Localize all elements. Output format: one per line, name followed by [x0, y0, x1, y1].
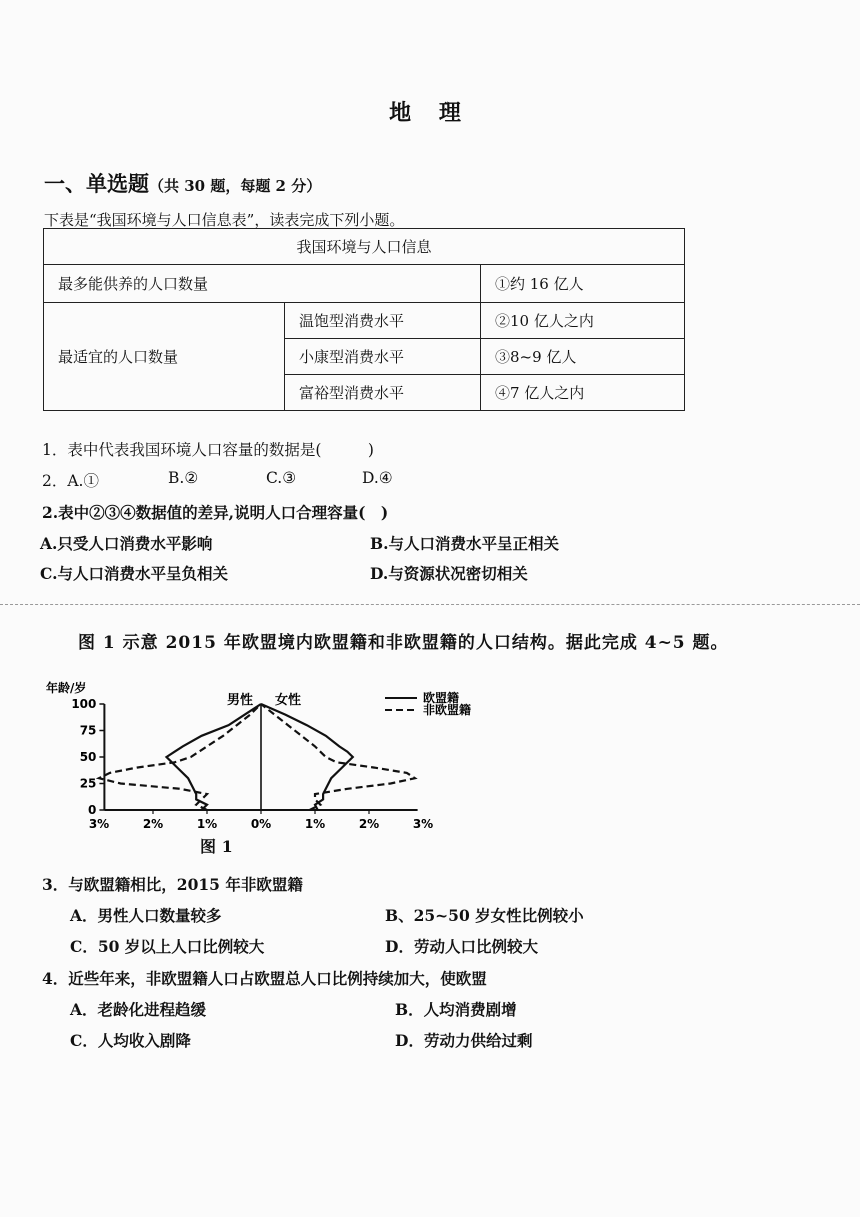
y-tick-label: 100: [71, 697, 97, 711]
q1-stem: 1．表中代表我国环境人口容量的数据是( ): [42, 441, 374, 459]
section-note: （共 30 题，每题 2 分）: [149, 177, 322, 195]
table-level-value: ③8~9 亿人: [481, 339, 685, 375]
q1-option-b[interactable]: B.②: [168, 469, 199, 487]
table-header: 我国环境与人口信息: [44, 229, 685, 265]
x-tick-label: 0%: [250, 817, 272, 831]
x-tick-label: 3%: [412, 817, 434, 831]
section-title: 一、单选题: [44, 171, 149, 196]
divider: [0, 604, 860, 605]
y-tick-label: 50: [79, 750, 97, 764]
male-label: 男性: [226, 693, 253, 708]
table-level-value: ④7 亿人之内: [481, 375, 685, 411]
x-tick-label: 1%: [304, 817, 326, 831]
q4-option-b[interactable]: B．人均消费剧增: [395, 1000, 517, 1019]
table-level: 小康型消费水平: [285, 339, 481, 375]
info-table: [43, 228, 685, 411]
q3-option-c[interactable]: C．50 岁以上人口比例较大: [70, 937, 265, 956]
table-level: 富裕型消费水平: [285, 375, 481, 411]
table-row2-label: 最适宜的人口数量: [44, 303, 285, 411]
q4-option-c[interactable]: C．人均收入剧降: [70, 1031, 191, 1050]
x-tick-label: 2%: [358, 817, 380, 831]
table-level: 温饱型消费水平: [285, 303, 481, 339]
legend-label: 欧盟籍: [423, 691, 460, 705]
table-row1-value: ①约 16 亿人: [481, 265, 685, 303]
table-row1-label: 最多能供养的人口数量: [44, 265, 481, 303]
q2-option-c[interactable]: C.与人口消费水平呈负相关: [40, 564, 228, 583]
q2-option-a[interactable]: A.只受人口消费水平影响: [40, 534, 213, 553]
y-tick-label: 75: [79, 723, 97, 738]
q4-stem: 4．近些年来，非欧盟籍人口占欧盟总人口比例持续加大，使欧盟: [42, 969, 487, 988]
q4-option-d[interactable]: D．劳动力供给过剩: [395, 1031, 533, 1050]
x-tick-label: 1%: [196, 817, 218, 831]
q1-option-d[interactable]: D.④: [362, 469, 393, 487]
y-tick-label: 0: [88, 803, 97, 817]
q3-stem: 3．与欧盟籍相比，2015 年非欧盟籍: [42, 875, 303, 894]
q1-option-a[interactable]: 2．A.①: [42, 472, 99, 490]
legend-label: 非欧盟籍: [423, 703, 472, 717]
y-axis-label: 年龄/岁: [46, 681, 87, 695]
figure-caption: 图 1: [200, 837, 233, 856]
series-line-male: [167, 704, 262, 810]
q2-option-d[interactable]: D.与资源状况密切相关: [370, 564, 528, 583]
q3-option-b[interactable]: B、25~50 岁女性比例较小: [385, 906, 584, 925]
table-level-value: ②10 亿人之内: [481, 303, 685, 339]
q3-option-a[interactable]: A．男性人口数量较多: [70, 906, 222, 925]
series-line-female: [261, 704, 353, 810]
q2-option-b[interactable]: B.与人口消费水平呈正相关: [370, 534, 559, 553]
q2-stem: 2.表中②③④数据值的差异,说明人口合理容量( ): [42, 503, 389, 522]
x-tick-label: 2%: [142, 817, 164, 831]
figure-intro: 图 1 示意 2015 年欧盟境内欧盟籍和非欧盟籍的人口结构。据此完成 4~5 题。: [78, 633, 729, 653]
page-title: 地 理: [389, 100, 471, 126]
x-tick-label: 3%: [88, 817, 110, 831]
section-heading: [44, 168, 321, 198]
q4-option-a[interactable]: A．老龄化进程趋缓: [70, 1000, 207, 1019]
population-pyramid-chart: [40, 676, 510, 866]
y-tick-label: 25: [79, 776, 97, 791]
female-label: 女性: [275, 693, 302, 708]
q3-option-d[interactable]: D．劳动人口比例较大: [385, 937, 538, 956]
series-line-female: [261, 704, 415, 810]
table-intro: 下表是“我国环境与人口信息表”，读表完成下列小题。: [44, 211, 405, 229]
q1-option-c[interactable]: C.③: [266, 469, 297, 487]
